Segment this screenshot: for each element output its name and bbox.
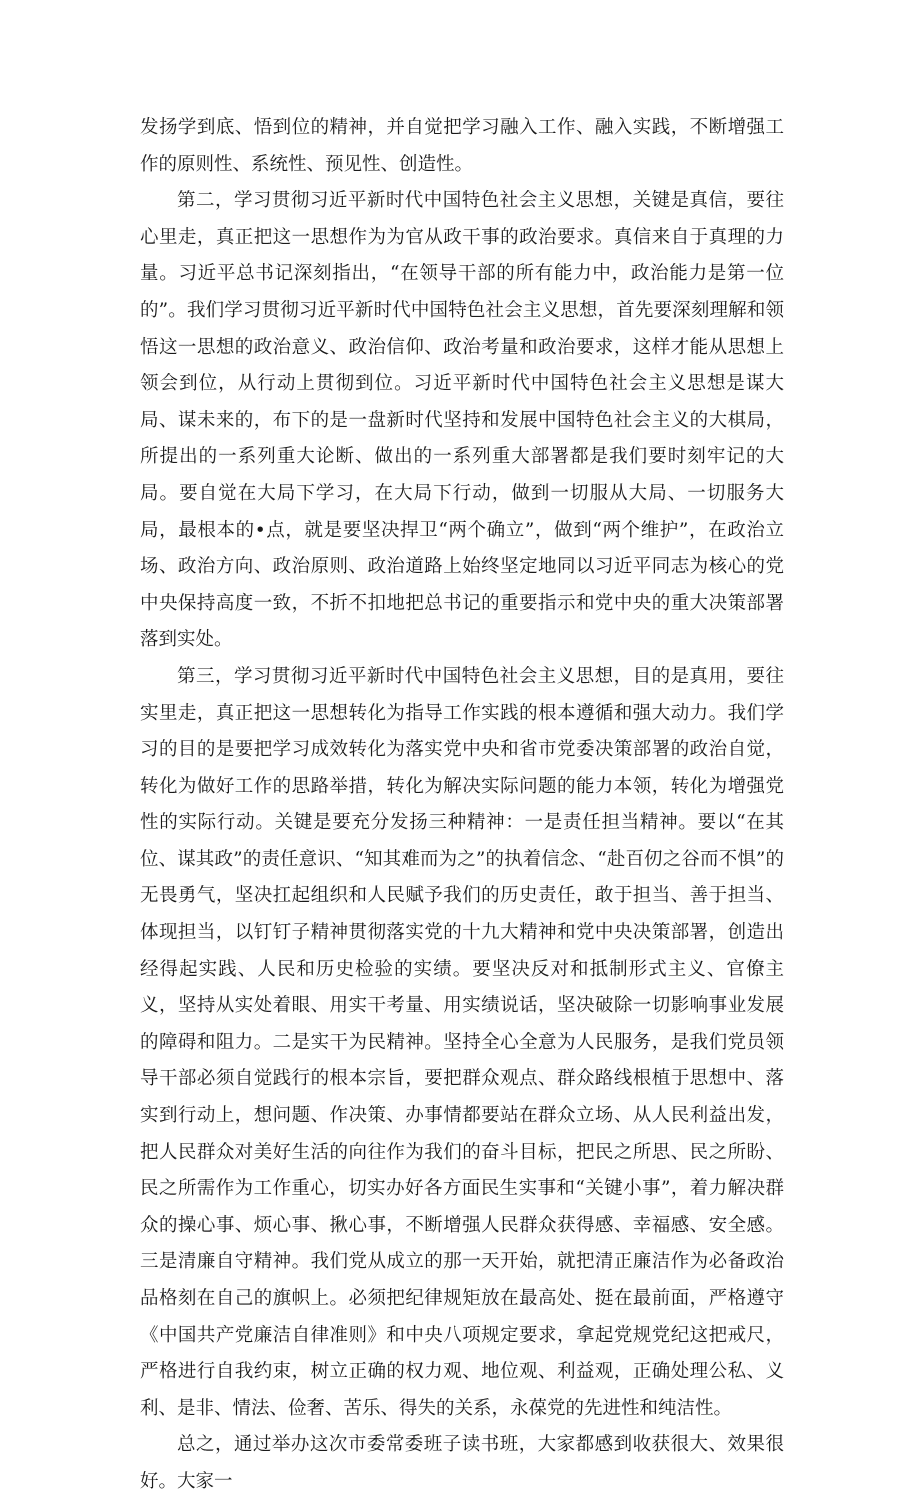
paragraph-third-point: 第三，学习贯彻习近平新时代中国特色社会主义思想，目的是真用，要往实里走，真正把这一思想转化为指导工作实践的根本遵循和强大动力。我们学习的目的是要把学习成效转化为落实党中央和省市党委决策部署的政治自觉，转化为做好工作的思路举措，转化为解决实际问题的能力本领，转化为增强党性的实际行动。关键是要充分发扬三种精神：一是责任担当精神。要以“在其位、谋其政”的责任意识、“知其难而为之”的执着信念、“赴百仞之谷而不惧”的无畏勇气，坚决扛起组织和人民赋予我们的历史责任，敢于担当、善于担当、体现担当，以钉钉子精神贯彻落实党的十九大精神和党中央决策部署，创造出经得起实践、人民和历史检验的实绩。要坚决反对和抵制形式主义、官僚主义，坚持从实处着眼、用实干考量、用实绩说话，坚决破除一切影响事业发展的障碍和阻力。二是实干为民精神。坚持全心全意为人民服务，是我们党员领导干部必须自觉践行的根本宗旨，要把群众观点、群众路线根植于思想中、落实到行动上，想问题、作决策、办事情都要站在群众立场、从人民利益出发，把人民群众对美好生活的向往作为我们的奋斗目标，把民之所思、民之所盼、民之所需作为工作重心，切实办好各方面民生实事和“关键小事”，着力解决群众的操心事、烦心事、揪心事，不断增强人民群众获得感、幸福感、安全感。三是清廉自守精神。我们党从成立的那一天开始，就把清正廉洁作为必备政治品格刻在自己的旗帜上。必须把纪律规矩放在最高处、挺在最前面，严格遵守《中国共产党廉洁自律准则》和中央八项规定要求，拿起党规党纪这把戒尺，严格进行自我约束，树立正确的权力观、地位观、利益观，正确处理公私、义利、是非、情法、俭奢、苦乐、得失的关系，永葆党的先进性和纯洁性。 xyxy=(140,665,784,1419)
paragraph-continuation: 发扬学到底、悟到位的精神，并自觉把学习融入工作、融入实践，不断增强工作的原则性、系统性、预见性、创造性。 xyxy=(140,117,784,175)
paragraph-conclusion: 总之，通过举办这次市委常委班子读书班，大家都感到收获很大、效果很好。大家一 xyxy=(140,1434,784,1492)
document-body xyxy=(140,110,784,1501)
paragraph-second-point: 第二，学习贯彻习近平新时代中国特色社会主义思想，关键是真信，要往心里走，真正把这一思想作为为官从政干事的政治要求。真信来自于真理的力量。习近平总书记深刻指出，“在领导干部的所有能力中，政治能力是第一位的”。我们学习贯彻习近平新时代中国特色社会主义思想，首先要深刻理解和领悟这一思想的政治意义、政治信仰、政治考量和政治要求，这样才能从思想上领会到位，从行动上贯彻到位。习近平新时代中国特色社会主义思想是谋大局、谋未来的，布下的是一盘新时代坚持和发展中国特色社会主义的大棋局，所提出的一系列重大论断、做出的一系列重大部署都是我们要时刻牢记的大局。要自觉在大局下学习，在大局下行动，做到一切服从大局、一切服务大局，最根本的•点，就是要坚决捍卫“两个确立”，做到“两个维护”，在政治立场、政治方向、政治原则、政治道路上始终坚定地同以习近平同志为核心的党中央保持高度一致，不折不扣地把总书记的重要指示和党中央的重大决策部署落到实处。 xyxy=(140,190,784,651)
